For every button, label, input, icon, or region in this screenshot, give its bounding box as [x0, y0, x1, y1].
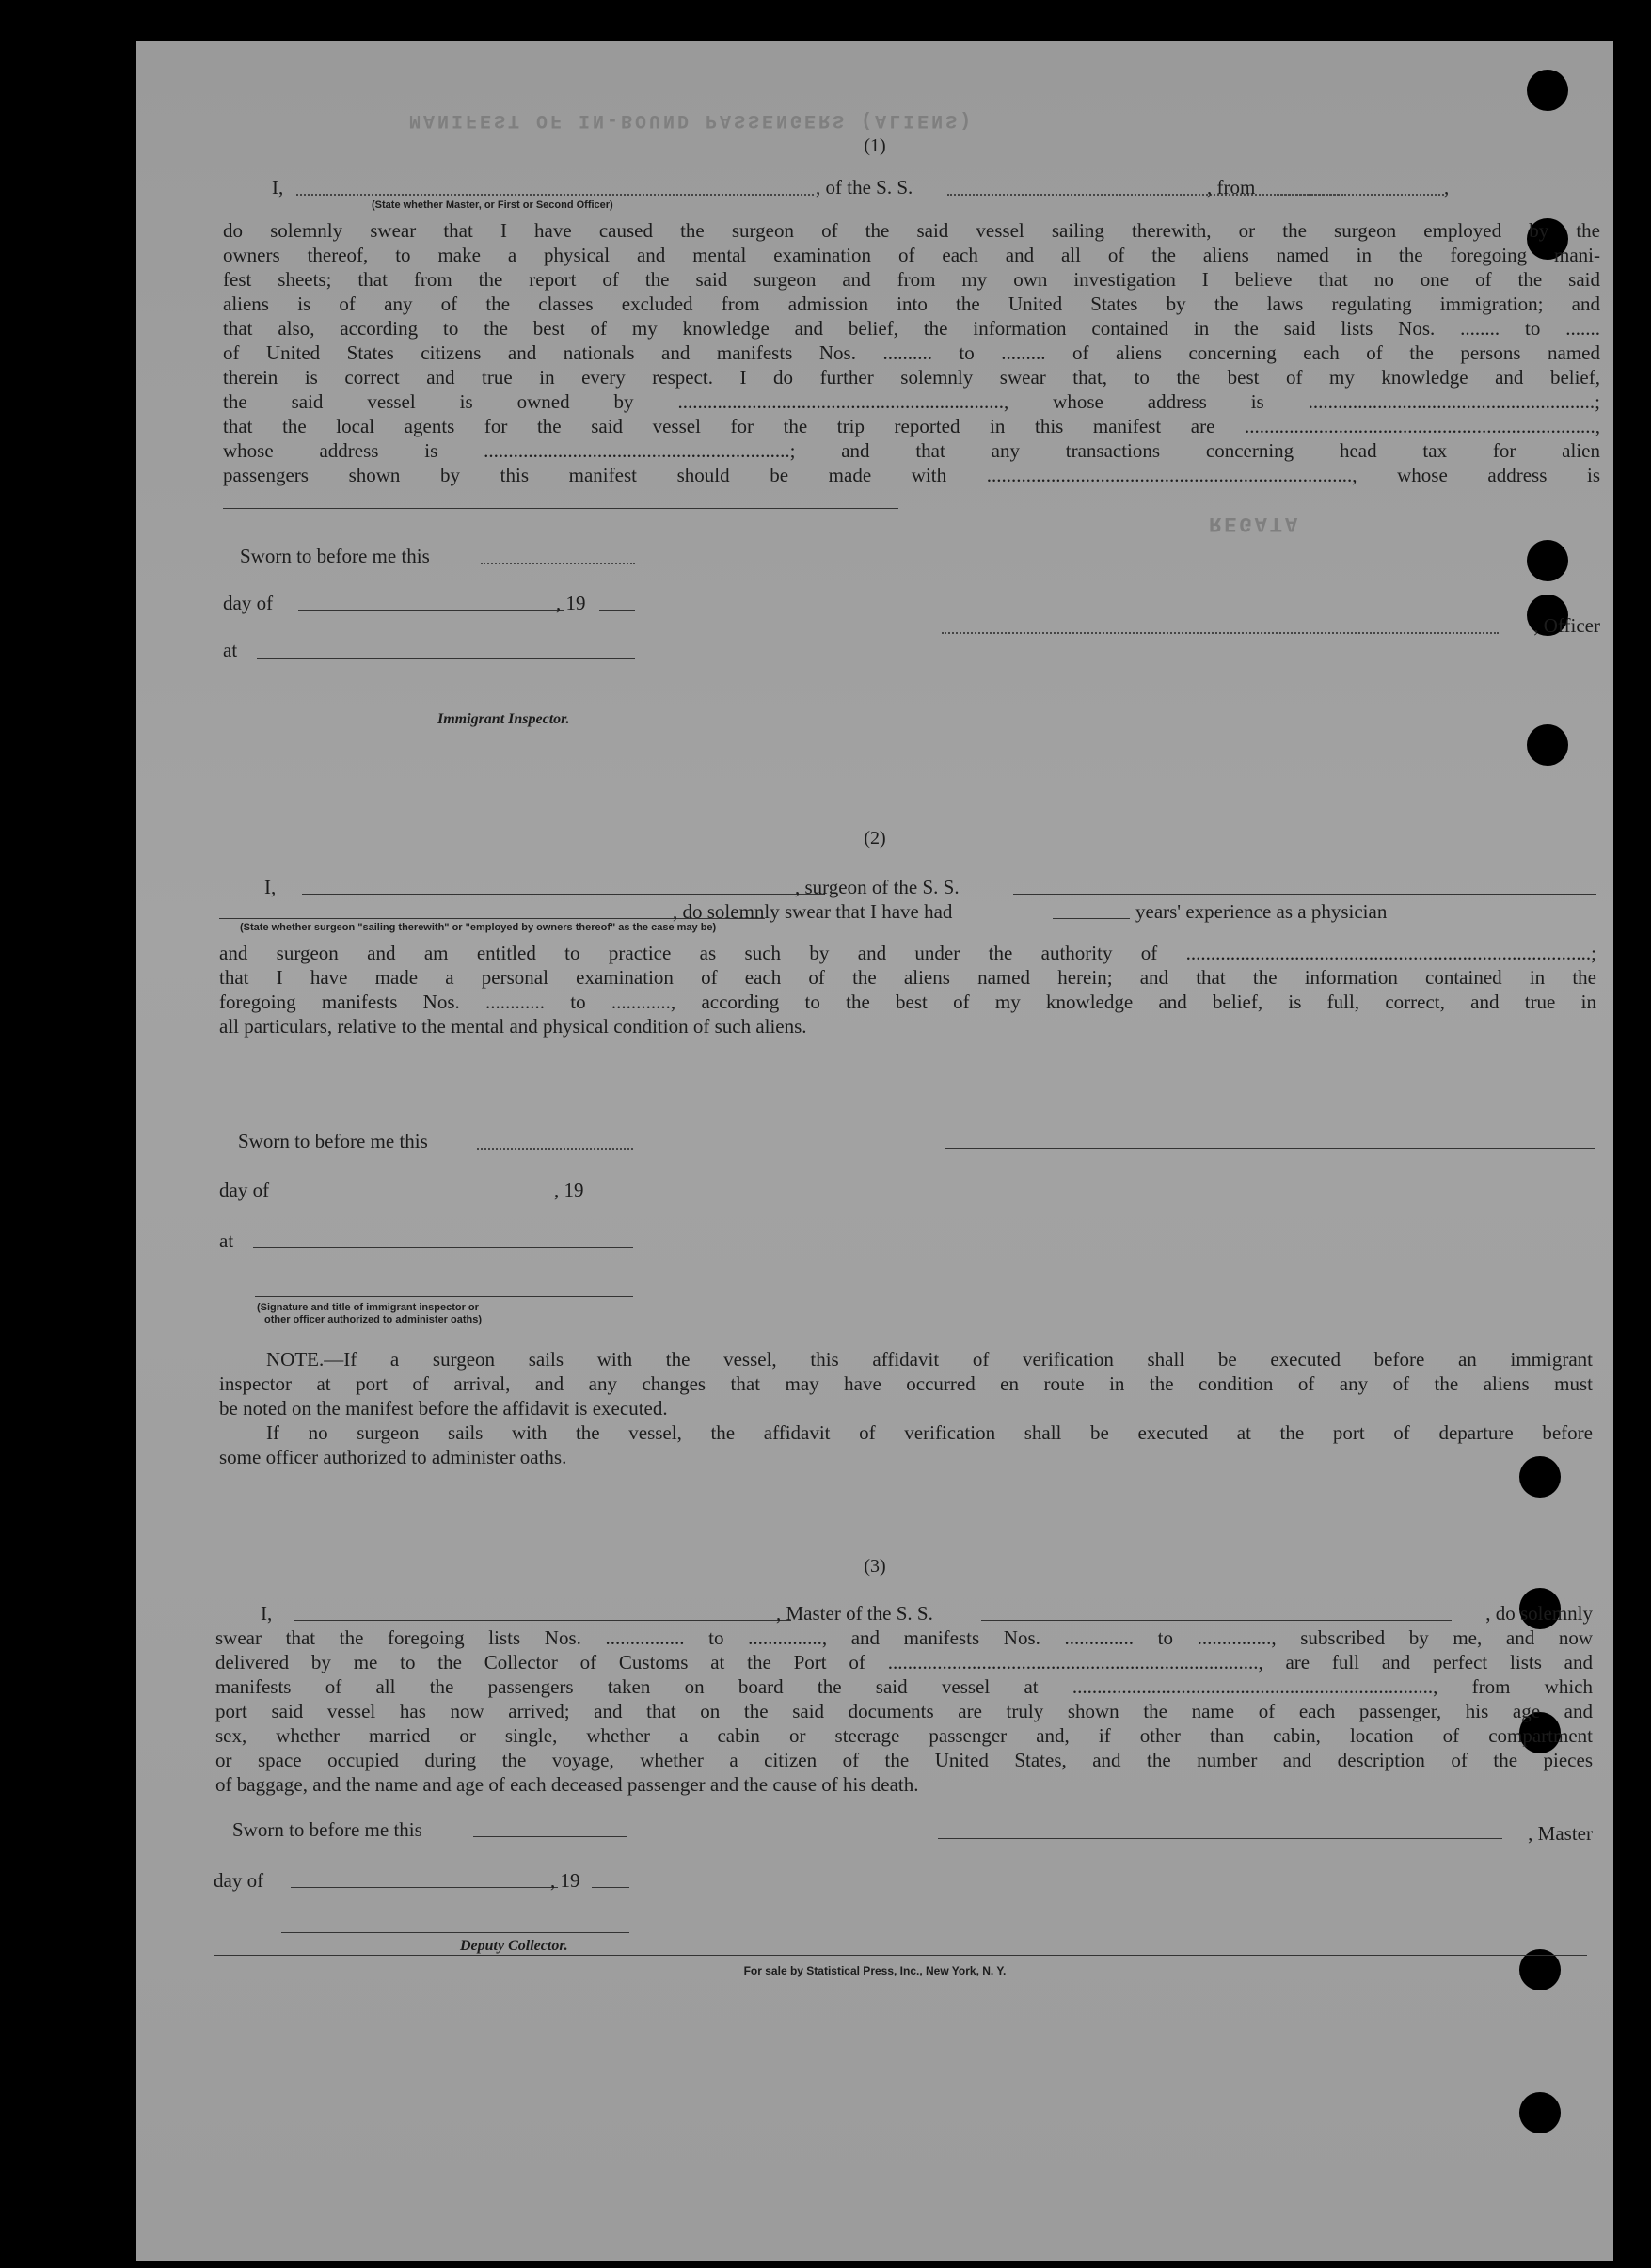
s2-year: , 19 — [554, 1179, 584, 1201]
s2-day-of: day of — [219, 1179, 270, 1201]
s1-line: whose address is ..............................................................; and that any transactions concerning head tax for alien — [223, 439, 1600, 462]
s2-years-field[interactable] — [1053, 918, 1130, 919]
s1-from: , from — [1207, 176, 1256, 198]
s3-i-prefix: I, — [261, 1602, 273, 1625]
s1-officer-name-field[interactable] — [296, 194, 814, 196]
s2-surgeon-name-field[interactable] — [302, 894, 825, 895]
note-line: some officer authorized to administer oaths. — [219, 1446, 567, 1468]
s1-line: of United States citizens and nationals and manifests Nos. .......... to ......... of aliens concerning each of the persons named — [223, 341, 1600, 364]
s1-oath-paragraph — [223, 218, 1600, 487]
s1-at: at — [223, 639, 238, 661]
s1-day-field[interactable] — [298, 610, 564, 611]
s1-sworn: Sworn to before me this — [240, 545, 430, 567]
s1-of-ss: , of the S. S. — [816, 176, 913, 198]
section-1-number: (1) — [864, 135, 886, 156]
s3-day-of: day of — [214, 1869, 264, 1892]
note-line: If no surgeon sails with the vessel, the affidavit of verification shall be executed at the port of departure before — [266, 1421, 1593, 1444]
s2-caption: (State whether surgeon "sailing therewith" or "employed by owners thereof" as the case may be) — [240, 922, 717, 933]
footer-printer: For sale by Statistical Press, Inc., New York, N. Y. — [743, 1964, 1007, 1977]
s2-line: all particulars, relative to the mental and physical condition of such aliens. — [219, 1015, 807, 1038]
s3-line: delivered by me to the Collector of Customs at the Port of ..........................................................................., are full and perfect lists and — [215, 1651, 1593, 1673]
s3-vessel-field[interactable] — [981, 1620, 1452, 1621]
s3-deputy-caption: Deputy Collector. — [460, 1938, 568, 1954]
s1-line: owners thereof, to make a physical and mental examination of each and all of the aliens named in the foregoing mani- — [223, 244, 1600, 266]
s1-inspector-caption: Immigrant Inspector. — [437, 711, 570, 727]
s1-i-prefix: I, — [272, 176, 284, 198]
note-line: NOTE.—If a surgeon sails with the vessel, this affidavit of verification shall be executed before an immigrant — [266, 1348, 1593, 1371]
s3-deputy-signature-line[interactable] — [281, 1932, 629, 1933]
footer-rule — [214, 1955, 1587, 1956]
s3-year: , 19 — [550, 1869, 580, 1892]
s1-comma: , — [1444, 176, 1450, 198]
s2-sworn-field[interactable] — [477, 1148, 633, 1150]
binder-hole — [1527, 70, 1568, 111]
s1-caption: (State whether Master, or First or Second Officer) — [372, 199, 613, 211]
s3-line: or space occupied during the voyage, whether a citizen of the United States, and the number and description of the pieces — [215, 1749, 1593, 1771]
binder-hole — [1527, 724, 1568, 766]
s1-year-field[interactable] — [599, 610, 635, 611]
s1-at-field[interactable] — [257, 658, 635, 659]
binder-hole — [1527, 540, 1568, 581]
s1-line: that also, according to the best of my knowledge and belief, the information contained in the said lists Nos. ........ to ....... — [223, 317, 1600, 340]
s2-line: and surgeon and am entitled to practice as such by and under the authority of ..................................................................................; — [219, 942, 1596, 964]
s2-sig-caption-2: other officer authorized to administer oaths) — [264, 1314, 483, 1325]
s1-from-field[interactable] — [1277, 194, 1444, 196]
s3-line: manifests of all the passengers taken on board the said vessel at ........................................................................., from which — [215, 1675, 1593, 1698]
s1-line: fest sheets; that from the report of the said surgeon and from my own investigation I believe that no one of the said — [223, 268, 1600, 291]
s3-sworn: Sworn to before me this — [232, 1818, 422, 1841]
s3-line: port said vessel has now arrived; and that on the said documents are truly shown the name of each passenger, his age and — [215, 1700, 1593, 1722]
s3-year-field[interactable] — [592, 1887, 629, 1888]
s1-line: therein is correct and true in every respect. I do further solemnly swear that, to the best of my knowledge and belief, — [223, 366, 1600, 389]
s1-line: that the local agents for the said vessel for the trip reported in this manifest are ......................................................................., — [223, 415, 1600, 437]
s2-oath-paragraph — [219, 941, 1596, 1039]
section-2-number: (2) — [864, 828, 886, 849]
s2-vessel-field[interactable] — [1013, 894, 1596, 895]
binder-hole — [1519, 2092, 1561, 2133]
s3-day-field[interactable] — [291, 1887, 558, 1888]
s1-year: , 19 — [556, 592, 586, 614]
s2-experience: years' experience as a physician — [1135, 900, 1388, 923]
s2-at-field[interactable] — [253, 1247, 633, 1248]
s1-officer: , Officer — [1533, 614, 1600, 637]
s3-master-signature-line[interactable] — [938, 1838, 1502, 1839]
s3-master-of: , Master of the S. S. — [776, 1602, 933, 1625]
bleed-through-name: REGATA — [1209, 512, 1301, 535]
section-3-number: (3) — [864, 1556, 886, 1577]
bleed-through-heading: MANIFEST OF IN-BOUND PASSENGERS (ALIENS) — [409, 109, 975, 131]
s1-sworn-field[interactable] — [481, 563, 635, 564]
s2-line: foregoing manifests Nos. ............ to ............, according to the best of my knowledge and belief, is full, correct, and true in — [219, 991, 1596, 1013]
s3-line: of baggage, and the name and age of each deceased passenger and the cause of his death. — [215, 1773, 919, 1796]
s3-do-solemnly: , do solemnly — [1485, 1602, 1593, 1625]
document-page — [136, 41, 1613, 2261]
s3-master-name-field[interactable] — [294, 1620, 791, 1621]
s2-note — [219, 1347, 1593, 1469]
s1-line: aliens is of any of the classes excluded from admission into the United States by the laws regulating immigration; and — [223, 293, 1600, 315]
s2-sig-caption-1: (Signature and title of immigrant inspector or — [257, 1302, 479, 1313]
note-line: be noted on the manifest before the affidavit is executed. — [219, 1397, 668, 1419]
s2-at: at — [219, 1229, 234, 1252]
s2-sworn: Sworn to before me this — [238, 1130, 428, 1152]
s3-line: swear that the foregoing lists Nos. ................ to ..............., and manifests Nos. .............. to ..............., subscribed by me, and now — [215, 1626, 1593, 1649]
s1-line: the said vessel is owned by .................................................................., whose address is ..........................................................; — [223, 390, 1600, 413]
s3-master: , Master — [1528, 1822, 1593, 1845]
s1-day-of: day of — [223, 592, 274, 614]
s2-line: that I have made a personal examination of each of the aliens named herein; and that the information contained in the — [219, 966, 1596, 989]
s3-oath-paragraph — [215, 1626, 1593, 1797]
s2-surgeon-of: , surgeon of the S. S. — [795, 876, 960, 898]
s3-sworn-field[interactable] — [473, 1836, 627, 1837]
note-line: inspector at port of arrival, and any changes that may have occurred en route in the condition of any of the aliens must — [219, 1372, 1593, 1395]
s2-i-prefix: I, — [264, 876, 277, 898]
s1-line: passengers shown by this manifest should be made with .........................................................................., whose address is — [223, 464, 1600, 486]
s1-line: do solemnly swear that I have caused the surgeon of the said vessel sailing therewith, or the surgeon employed by the — [223, 219, 1600, 242]
s2-swear: , do solemnly swear that I have had — [673, 900, 953, 923]
s3-line: sex, whether married or single, whether a cabin or steerage passenger and, if other than cabin, location of compartment — [215, 1724, 1593, 1747]
s2-inspector-signature-line[interactable] — [255, 1296, 633, 1297]
s2-signature-line[interactable] — [945, 1148, 1595, 1149]
s1-whose-address-field[interactable] — [223, 508, 898, 509]
